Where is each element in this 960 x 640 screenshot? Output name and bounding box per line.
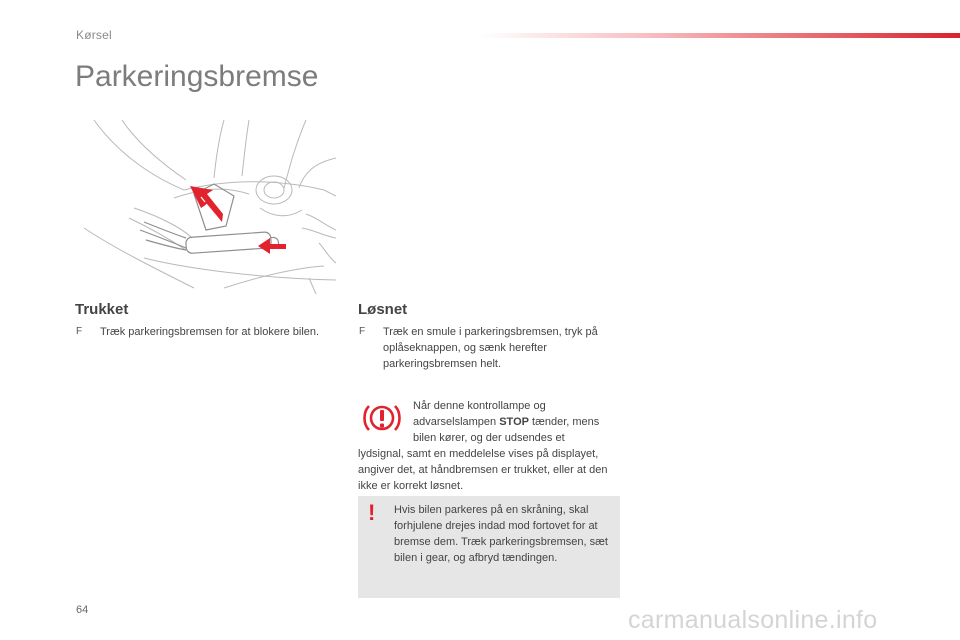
- instruction-released-text: Træk en smule i parkeringsbremsen, tryk på oplåseknappen, og sænk herefter parkeringsbremsen helt.: [383, 326, 598, 370]
- warning-text-before: Når denne kontrollampe og advarselslampen: [413, 400, 546, 428]
- page-title: Parkeringsbremse: [75, 60, 319, 93]
- note-text: Hvis bilen parkeres på en skråning, skal forhjulene drejes indad mod fortovet for at bremse dem. Træk parkeringsbremsen, sæt bilen i gear, og afbryd tændingen.: [394, 504, 608, 564]
- section-label: Kørsel: [76, 28, 112, 42]
- exclamation-icon: !: [368, 500, 376, 525]
- instruction-applied: [76, 324, 326, 340]
- handbrake-illustration: [74, 118, 336, 294]
- page-number: 64: [76, 604, 89, 616]
- warning-text-continued: lydsignal, samt en meddelelse vises på displayet, angiver det, at håndbremsen er trukket, eller at den ikke er korrekt løsnet.: [358, 448, 608, 492]
- instruction-released: [359, 324, 624, 372]
- watermark: carmanualsonline.info: [628, 606, 878, 634]
- brake-warning-lamp-icon: [362, 400, 402, 436]
- note-box: [358, 496, 620, 598]
- heading-applied: Trukket: [75, 301, 129, 318]
- instruction-applied-text: Træk parkeringsbremsen for at blokere bilen.: [100, 326, 320, 338]
- bullet-mark: F: [76, 326, 83, 337]
- heading-released: Løsnet: [358, 301, 408, 318]
- bullet-mark: F: [359, 326, 366, 337]
- warning-text-after: tænder, mens bilen kører, og der udsendes et: [413, 416, 600, 444]
- warning-stop-label: STOP: [499, 416, 529, 428]
- header-accent-bar: [480, 33, 960, 38]
- warning-text: [413, 398, 623, 446]
